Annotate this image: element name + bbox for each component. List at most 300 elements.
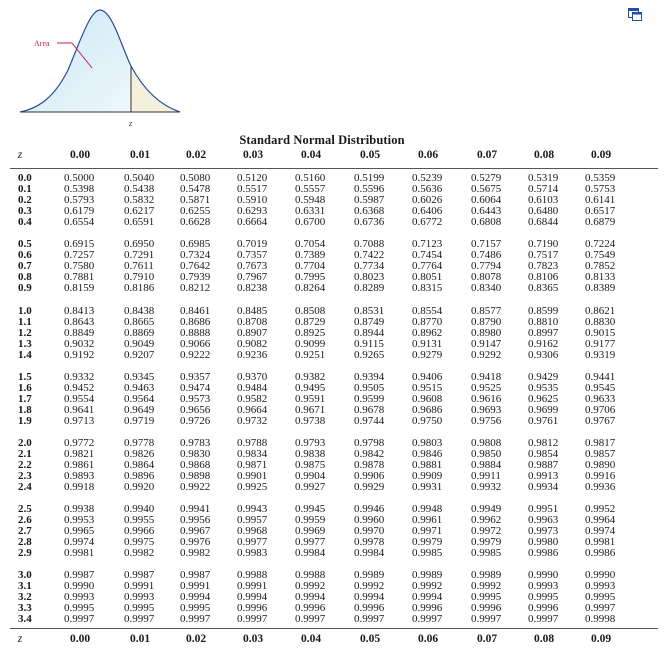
row-z-value: 0.5 xyxy=(18,238,32,250)
table-cell: 0.9995 xyxy=(124,601,155,614)
table-cell: 0.8962 xyxy=(412,326,443,339)
table-cell: 0.8508 xyxy=(295,305,326,317)
table-cell: 0.9955 xyxy=(124,513,155,526)
table-row xyxy=(0,172,664,183)
table-cell: 0.8554 xyxy=(412,305,443,317)
table-cell: 0.9991 xyxy=(124,579,155,592)
table-cell: 0.9251 xyxy=(295,348,326,361)
table-cell: 0.5596 xyxy=(354,182,385,195)
table-cell: 0.9738 xyxy=(295,414,326,427)
table-cell: 0.9599 xyxy=(354,392,385,405)
table-cell: 0.9973 xyxy=(528,524,559,537)
table-cell: 0.6368 xyxy=(354,204,385,217)
header-col-9: 0.09 xyxy=(590,149,612,161)
table-cell: 0.9996 xyxy=(528,601,559,614)
table-cell: 0.5199 xyxy=(354,172,385,184)
table-cell: 0.8708 xyxy=(237,315,268,328)
table-row xyxy=(0,536,664,547)
table-row xyxy=(0,282,664,293)
table-cell: 0.5793 xyxy=(64,193,95,206)
row-z-value: 2.8 xyxy=(18,535,32,548)
table-cell: 0.9977 xyxy=(237,535,268,548)
table-cell: 0.5832 xyxy=(124,193,155,206)
table-row xyxy=(0,305,664,316)
table-cell: 0.7764 xyxy=(412,259,443,272)
table-cell: 0.7673 xyxy=(237,259,268,272)
table-cell: 0.9997 xyxy=(471,612,502,625)
table-cell: 0.9995 xyxy=(471,590,502,603)
table-cell: 0.9345 xyxy=(124,371,155,383)
table-cell: 0.7995 xyxy=(295,270,326,283)
table-cell: 0.9997 xyxy=(180,612,211,625)
table-cell: 0.6950 xyxy=(124,238,155,250)
table-cell: 0.9564 xyxy=(124,392,155,405)
table-cell: 0.5080 xyxy=(180,172,211,184)
table-row xyxy=(0,404,664,415)
table-cell: 0.7580 xyxy=(64,259,95,272)
table-cell: 0.9988 xyxy=(295,569,326,581)
table-cell: 0.6141 xyxy=(585,193,616,206)
table-cell: 0.7291 xyxy=(124,248,155,261)
table-cell: 0.9838 xyxy=(295,447,326,460)
table-cell: 0.9992 xyxy=(295,579,326,592)
table-cell: 0.9991 xyxy=(180,579,211,592)
table-cell: 0.9864 xyxy=(124,458,155,471)
footer-col-2: 0.02 xyxy=(185,633,207,645)
table-cell: 0.6255 xyxy=(180,204,211,217)
table-cell: 0.8365 xyxy=(528,281,559,294)
table-cell: 0.7123 xyxy=(412,238,443,250)
table-cell: 0.9279 xyxy=(412,348,443,361)
table-cell: 0.5438 xyxy=(124,182,155,195)
table-row xyxy=(0,470,664,481)
table-row xyxy=(0,316,664,327)
row-z-value: 3.2 xyxy=(18,590,32,603)
table-row xyxy=(0,569,664,580)
table-cell: 0.9871 xyxy=(237,458,268,471)
table-cell: 0.5517 xyxy=(237,182,268,195)
table-cell: 0.9177 xyxy=(585,337,616,350)
table-cell: 0.5636 xyxy=(412,182,443,195)
table-cell: 0.9989 xyxy=(471,569,502,581)
table-cell: 0.9964 xyxy=(585,513,616,526)
header-col-4: 0.04 xyxy=(300,149,322,161)
table-cell: 0.9975 xyxy=(124,535,155,548)
row-z-value: 1.2 xyxy=(18,326,32,339)
table-row xyxy=(0,271,664,282)
table-cell: 0.6179 xyxy=(64,204,95,217)
table-cell: 0.9292 xyxy=(471,348,502,361)
footer-col-7: 0.07 xyxy=(476,633,498,645)
table-cell: 0.6064 xyxy=(471,193,502,206)
header-col-0: 0.00 xyxy=(69,149,91,161)
table-cell: 0.7389 xyxy=(295,248,326,261)
table-cell: 0.9878 xyxy=(354,458,385,471)
table-cell: 0.9995 xyxy=(64,601,95,614)
header-col-7: 0.07 xyxy=(476,149,498,161)
row-z-value: 2.3 xyxy=(18,469,32,482)
table-cell: 0.6985 xyxy=(180,238,211,250)
row-z-value: 3.3 xyxy=(18,601,32,614)
table-cell: 0.5478 xyxy=(180,182,211,195)
table-cell: 0.9394 xyxy=(354,371,385,383)
table-cell: 0.8888 xyxy=(180,326,211,339)
table-cell: 0.9115 xyxy=(354,337,384,350)
table-cell: 0.8238 xyxy=(237,281,268,294)
table-cell: 0.9968 xyxy=(237,524,268,537)
table-cell: 0.9846 xyxy=(412,447,443,460)
table-cell: 0.9932 xyxy=(471,480,502,493)
table-cell: 0.8997 xyxy=(528,326,559,339)
table-cell: 0.9875 xyxy=(295,458,326,471)
table-cell: 0.7422 xyxy=(354,248,385,261)
header-rule xyxy=(10,168,658,169)
table-cell: 0.8212 xyxy=(180,281,211,294)
table-cell: 0.9981 xyxy=(585,535,616,548)
table-cell: 0.5987 xyxy=(354,193,385,206)
row-z-value: 2.7 xyxy=(18,524,32,537)
table-cell: 0.6700 xyxy=(295,215,326,228)
table-cell: 0.9545 xyxy=(585,381,616,394)
table-cell: 0.9956 xyxy=(180,513,211,526)
table-cell: 0.9986 xyxy=(585,546,616,559)
table-cell: 0.9616 xyxy=(471,392,502,405)
table-cell: 0.8686 xyxy=(180,315,211,328)
table-cell: 0.9993 xyxy=(528,579,559,592)
row-z-value: 1.6 xyxy=(18,381,32,394)
table-cell: 0.8790 xyxy=(471,315,502,328)
table-row xyxy=(0,580,664,591)
table-cell: 0.7454 xyxy=(412,248,443,261)
table-cell: 0.9936 xyxy=(585,480,616,493)
table-row xyxy=(0,393,664,404)
table-cell: 0.9906 xyxy=(354,469,385,482)
footer-col-9: 0.09 xyxy=(590,633,612,645)
table-cell: 0.7967 xyxy=(237,270,268,283)
table-row xyxy=(0,327,664,338)
table-cell: 0.8438 xyxy=(124,305,155,317)
table-cell: 0.9953 xyxy=(64,513,95,526)
footer-col-6: 0.06 xyxy=(417,633,439,645)
table-cell: 0.9974 xyxy=(64,535,95,548)
table-cell: 0.5910 xyxy=(237,193,268,206)
table-cell: 0.9767 xyxy=(585,414,616,427)
row-z-value: 0.1 xyxy=(18,182,32,195)
table-cell: 0.7881 xyxy=(64,270,95,283)
table-cell: 0.9997 xyxy=(585,601,616,614)
table-cell: 0.6331 xyxy=(295,204,326,217)
table-cell: 0.9082 xyxy=(237,337,268,350)
table-cell: 0.9994 xyxy=(237,590,268,603)
table-cell: 0.9641 xyxy=(64,403,95,416)
table-cell: 0.9236 xyxy=(237,348,268,361)
table-cell: 0.9761 xyxy=(528,414,559,427)
row-z-value: 2.6 xyxy=(18,513,32,526)
table-cell: 0.8340 xyxy=(471,281,502,294)
table-cell: 0.6480 xyxy=(528,204,559,217)
table-cell: 0.9982 xyxy=(180,546,211,559)
table-row xyxy=(0,194,664,205)
table-cell: 0.7224 xyxy=(585,238,616,250)
table-cell: 0.9699 xyxy=(528,403,559,416)
table-cell: 0.6915 xyxy=(64,238,95,250)
table-cell: 0.9982 xyxy=(124,546,155,559)
table-cell: 0.9515 xyxy=(412,381,443,394)
table-cell: 0.6103 xyxy=(528,193,559,206)
table-cell: 0.9996 xyxy=(237,601,268,614)
table-cell: 0.9979 xyxy=(471,535,502,548)
table-cell: 0.9861 xyxy=(64,458,95,471)
row-z-value: 1.5 xyxy=(18,371,32,383)
table-cell: 0.7054 xyxy=(295,238,326,250)
table-cell: 0.6664 xyxy=(237,215,268,228)
table-cell: 0.9656 xyxy=(180,403,211,416)
table-cell: 0.9535 xyxy=(528,381,559,394)
table-cell: 0.6591 xyxy=(124,215,155,228)
row-z-value: 2.2 xyxy=(18,458,32,471)
table-cell: 0.9706 xyxy=(585,403,616,416)
table-cell: 0.9992 xyxy=(412,579,443,592)
table-cell: 0.9981 xyxy=(64,546,95,559)
table-cell: 0.8621 xyxy=(585,305,616,317)
table-cell: 0.9997 xyxy=(295,612,326,625)
table-cell: 0.9990 xyxy=(528,569,559,581)
row-z-value: 2.9 xyxy=(18,546,32,559)
table-cell: 0.5948 xyxy=(295,193,326,206)
table-cell: 0.9901 xyxy=(237,469,268,482)
table-cell: 0.9131 xyxy=(412,337,443,350)
table-cell: 0.7257 xyxy=(64,248,95,261)
table-cell: 0.9943 xyxy=(237,503,268,515)
table-cell: 0.8599 xyxy=(528,305,559,317)
table-cell: 0.8051 xyxy=(412,270,443,283)
table-cell: 0.9798 xyxy=(354,437,385,449)
table-cell: 0.9983 xyxy=(237,546,268,559)
table-cell: 0.9370 xyxy=(237,371,268,383)
table-cell: 0.8907 xyxy=(237,326,268,339)
row-z-value: 2.5 xyxy=(18,503,32,515)
table-cell: 0.5279 xyxy=(471,172,502,184)
table-row xyxy=(0,205,664,216)
table-cell: 0.9049 xyxy=(124,337,155,350)
table-cell: 0.8186 xyxy=(124,281,155,294)
table-cell: 0.6554 xyxy=(64,215,95,228)
table-title: Standard Normal Distribution xyxy=(239,133,405,147)
table-cell: 0.8133 xyxy=(585,270,616,283)
header-col-6: 0.06 xyxy=(417,149,439,161)
table-cell: 0.9222 xyxy=(180,348,211,361)
table-cell: 0.9484 xyxy=(237,381,268,394)
table-cell: 0.9898 xyxy=(180,469,211,482)
table-cell: 0.9991 xyxy=(237,579,268,592)
table-cell: 0.8289 xyxy=(354,281,385,294)
z-axis-label: z xyxy=(129,119,133,128)
table-cell: 0.9495 xyxy=(295,381,326,394)
table-cell: 0.9977 xyxy=(295,535,326,548)
footer-col-8: 0.08 xyxy=(533,633,555,645)
table-cell: 0.9987 xyxy=(124,569,155,581)
table-cell: 0.8461 xyxy=(180,305,211,317)
table-cell: 0.9817 xyxy=(585,437,616,449)
footer-col-3: 0.03 xyxy=(242,633,264,645)
table-cell: 0.9927 xyxy=(295,480,326,493)
table-cell: 0.6217 xyxy=(124,204,155,217)
table-cell: 0.9963 xyxy=(528,513,559,526)
table-cell: 0.9591 xyxy=(295,392,326,405)
table-row xyxy=(0,602,664,613)
table-cell: 0.6879 xyxy=(585,215,616,228)
table-cell: 0.9904 xyxy=(295,469,326,482)
row-z-value: 0.3 xyxy=(18,204,32,217)
table-cell: 0.6628 xyxy=(180,215,211,228)
row-z-value: 3.4 xyxy=(18,612,32,625)
table-cell: 0.9994 xyxy=(412,590,443,603)
table-cell: 0.9978 xyxy=(354,535,385,548)
table-cell: 0.9985 xyxy=(412,546,443,559)
table-row xyxy=(0,591,664,602)
row-z-value: 3.1 xyxy=(18,579,32,592)
table-cell: 0.9987 xyxy=(180,569,211,581)
table-cell: 0.9909 xyxy=(412,469,443,482)
table-cell: 0.9941 xyxy=(180,503,211,515)
row-z-value: 1.8 xyxy=(18,403,32,416)
table-cell: 0.8264 xyxy=(295,281,326,294)
table-cell: 0.9357 xyxy=(180,371,211,383)
table-cell: 0.9913 xyxy=(528,469,559,482)
table-cell: 0.9834 xyxy=(237,447,268,460)
table-cell: 0.7190 xyxy=(528,238,559,250)
table-row xyxy=(0,371,664,382)
table-cell: 0.9997 xyxy=(124,612,155,625)
table-cell: 0.9726 xyxy=(180,414,211,427)
table-cell: 0.9713 xyxy=(64,414,95,427)
table-cell: 0.9971 xyxy=(412,524,443,537)
table-cell: 0.9985 xyxy=(471,546,502,559)
table-cell: 0.9946 xyxy=(354,503,385,515)
table-row xyxy=(0,382,664,393)
row-z-value: 2.1 xyxy=(18,447,32,460)
table-cell: 0.9974 xyxy=(585,524,616,537)
table-cell: 0.7157 xyxy=(471,238,502,250)
table-cell: 0.7852 xyxy=(585,259,616,272)
table-cell: 0.9793 xyxy=(295,437,326,449)
table-cell: 0.9429 xyxy=(528,371,559,383)
table-cell: 0.9980 xyxy=(528,535,559,548)
table-cell: 0.9854 xyxy=(528,447,559,460)
row-z-value: 1.0 xyxy=(18,305,32,317)
table-cell: 0.7611 xyxy=(124,259,154,272)
table-cell: 0.9147 xyxy=(471,337,502,350)
table-cell: 0.9920 xyxy=(124,480,155,493)
table-cell: 0.9976 xyxy=(180,535,211,548)
table-cell: 0.9984 xyxy=(295,546,326,559)
table-cell: 0.9554 xyxy=(64,392,95,405)
table-row xyxy=(0,183,664,194)
row-z-value: 0.4 xyxy=(18,215,32,228)
table-cell: 0.8830 xyxy=(585,315,616,328)
column-footer-row xyxy=(0,633,664,649)
table-cell: 0.7704 xyxy=(295,259,326,272)
table-cell: 0.6808 xyxy=(471,215,502,228)
row-z-value: 0.2 xyxy=(18,193,32,206)
table-cell: 0.9994 xyxy=(180,590,211,603)
table-cell: 0.9984 xyxy=(354,546,385,559)
table-cell: 0.9868 xyxy=(180,458,211,471)
table-cell: 0.9463 xyxy=(124,381,155,394)
table-cell: 0.9719 xyxy=(124,414,155,427)
table-cell: 0.9772 xyxy=(64,437,95,449)
table-cell: 0.7486 xyxy=(471,248,502,261)
popout-icon[interactable] xyxy=(628,8,642,21)
table-cell: 0.7088 xyxy=(354,238,385,250)
normal-curve-figure xyxy=(0,0,200,132)
row-z-value: 1.9 xyxy=(18,414,32,427)
table-cell: 0.7517 xyxy=(528,248,559,261)
table-cell: 0.9505 xyxy=(354,381,385,394)
row-z-value: 1.1 xyxy=(18,315,32,328)
table-cell: 0.9993 xyxy=(64,590,95,603)
table-cell: 0.8869 xyxy=(124,326,155,339)
table-cell: 0.8389 xyxy=(585,281,616,294)
table-cell: 0.8106 xyxy=(528,270,559,283)
table-cell: 0.8023 xyxy=(354,270,385,283)
table-cell: 0.5675 xyxy=(471,182,502,195)
table-cell: 0.7019 xyxy=(237,238,268,250)
table-cell: 0.9783 xyxy=(180,437,211,449)
table-cell: 0.7823 xyxy=(528,259,559,272)
table-cell: 0.9922 xyxy=(180,480,211,493)
table-cell: 0.9678 xyxy=(354,403,385,416)
table-cell: 0.9996 xyxy=(412,601,443,614)
table-cell: 0.9332 xyxy=(64,371,95,383)
table-cell: 0.8770 xyxy=(412,315,443,328)
table-cell: 0.9989 xyxy=(412,569,443,581)
row-z-value: 0.6 xyxy=(18,248,32,261)
table-cell: 0.6772 xyxy=(412,215,443,228)
table-cell: 0.9693 xyxy=(471,403,502,416)
table-cell: 0.8944 xyxy=(354,326,385,339)
table-cell: 0.9744 xyxy=(354,414,385,427)
table-cell: 0.5871 xyxy=(180,193,211,206)
table-cell: 0.9993 xyxy=(585,579,616,592)
table-row xyxy=(0,338,664,349)
column-header-row xyxy=(0,149,664,165)
table-cell: 0.9957 xyxy=(237,513,268,526)
table-row xyxy=(0,216,664,227)
table-cell: 0.9938 xyxy=(64,503,95,515)
table-cell: 0.9649 xyxy=(124,403,155,416)
table-cell: 0.6443 xyxy=(471,204,502,217)
table-cell: 0.9988 xyxy=(237,569,268,581)
table-cell: 0.6517 xyxy=(585,204,616,217)
table-cell: 0.8315 xyxy=(412,281,443,294)
table-cell: 0.9887 xyxy=(528,458,559,471)
table-cell: 0.7734 xyxy=(354,259,385,272)
header-col-2: 0.02 xyxy=(185,149,207,161)
table-cell: 0.9625 xyxy=(528,392,559,405)
table-cell: 0.9995 xyxy=(585,590,616,603)
table-cell: 0.5319 xyxy=(528,172,559,184)
tail-area xyxy=(131,66,180,112)
table-cell: 0.9881 xyxy=(412,458,443,471)
footer-col-5: 0.05 xyxy=(359,633,381,645)
table-cell: 0.8159 xyxy=(64,281,95,294)
table-cell: 0.8729 xyxy=(295,315,326,328)
header-z-label: z xyxy=(17,149,23,161)
table-cell: 0.6736 xyxy=(354,215,385,228)
table-cell: 0.9994 xyxy=(295,590,326,603)
row-z-value: 2.4 xyxy=(18,480,32,493)
